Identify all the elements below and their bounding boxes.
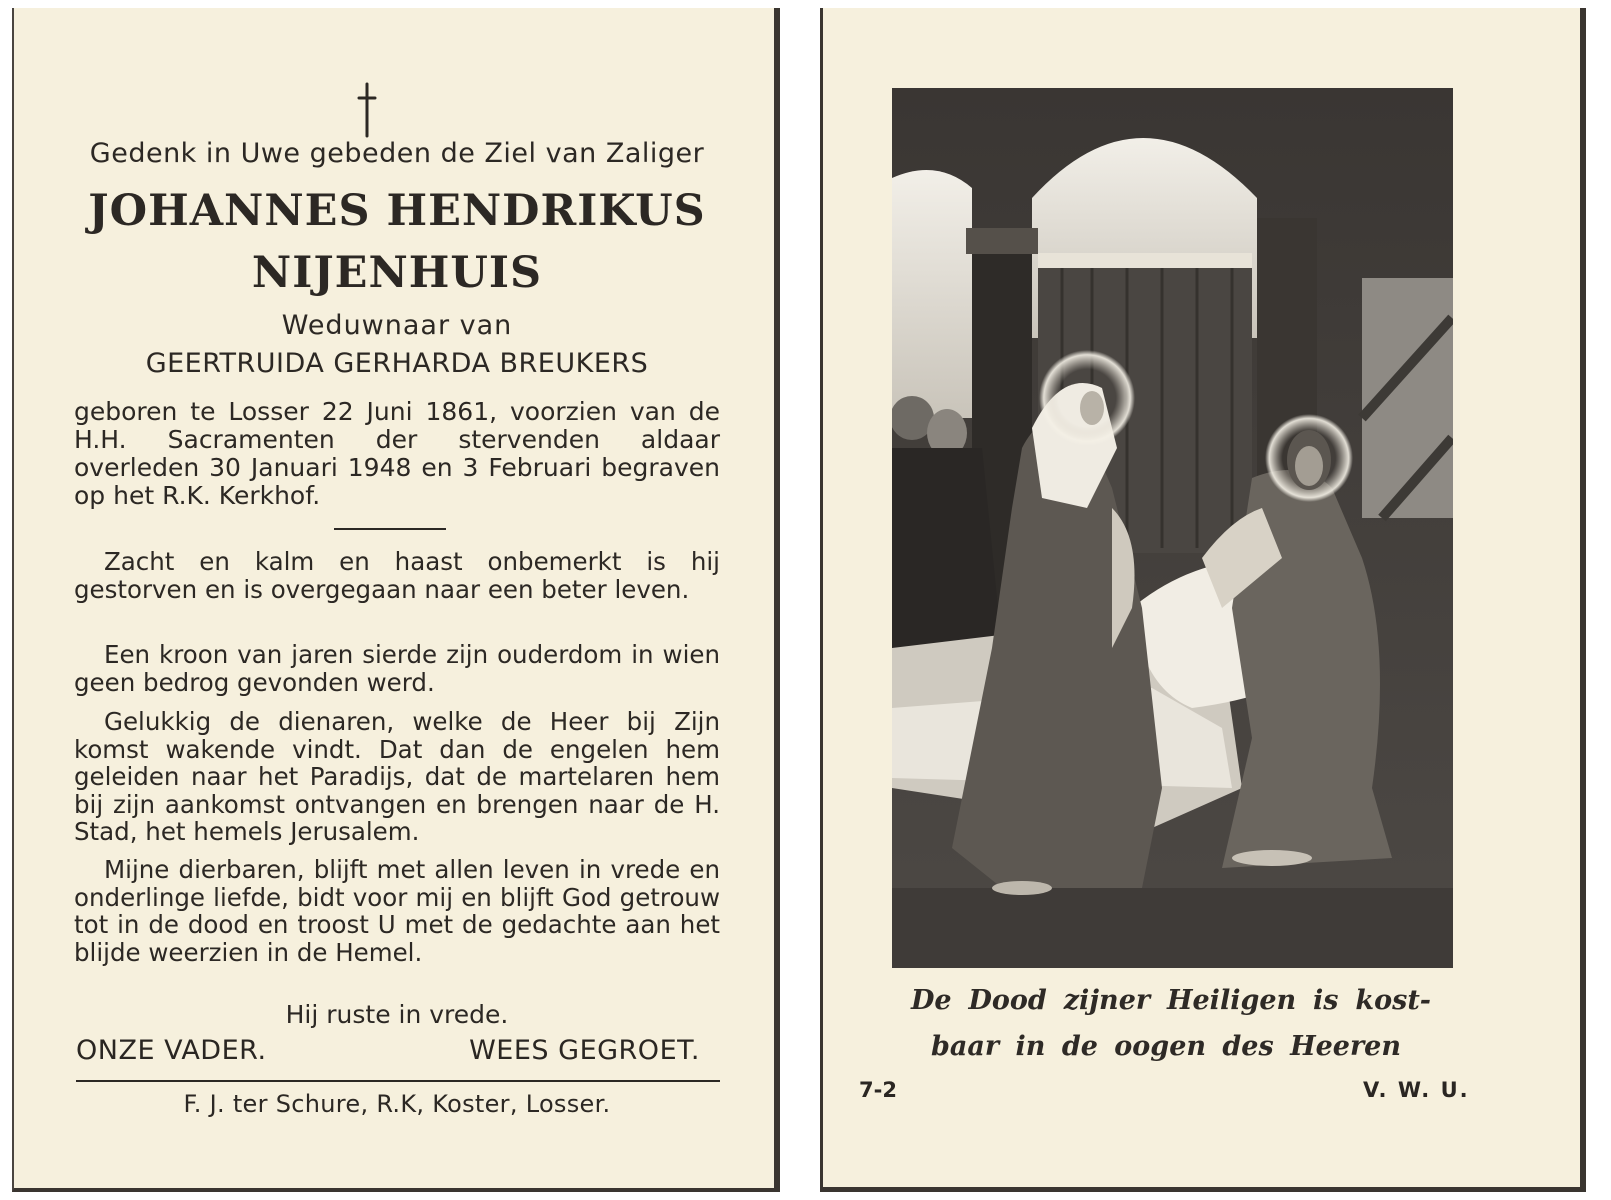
- divider-short: [334, 528, 446, 530]
- memorial-card-image-side: [820, 8, 1586, 1192]
- publisher-code: V. W. U.: [1363, 1078, 1470, 1102]
- deceased-name-line2: NIJENHUIS: [251, 248, 543, 298]
- paragraph-4: Mijne dierbaren, blijft met allen leven in vrede en onderlinge liefde, bidt voor mij en blijft God getrouw tot in de dood en troost U met de gedachte aan het blijde weerzien in de Hemel.: [74, 855, 720, 967]
- caption-line-2: baar in de oogen des Heeren: [931, 1031, 1401, 1062]
- divider-long: [76, 1080, 720, 1082]
- spouse-name: GEERTRUIDA GERHARDA BREUKERS: [145, 348, 649, 379]
- religious-painting: [892, 88, 1453, 968]
- printer-credit: F. J. ter Schure, R.K, Koster, Losser.: [183, 1090, 611, 1118]
- memorial-card-text-side: [12, 8, 780, 1192]
- closing-blessing: Hij ruste in vrede.: [285, 1000, 509, 1029]
- prayer-our-father: ONZE VADER.: [76, 1035, 267, 1066]
- intro-text: Gedenk in Uwe gebeden de Ziel van Zaliger: [89, 138, 705, 169]
- paragraph-1: Zacht en kalm en haast onbemerkt is hij gestorven en is overgegaan naar een beter leven.: [74, 547, 720, 604]
- biography-text: geboren te Losser 22 Juni 1861, voorzien van de H.H. Sacramenten der stervenden aldaar overleden 30 Januari 1948 en 3 Februari begraven op het R.K. Kerkhof.: [74, 397, 720, 510]
- deceased-name-line1: JOHANNES HENDRIKUS: [88, 186, 706, 236]
- paragraph-3: Gelukkig de dienaren, welke de Heer bij Zijn komst wakende vindt. Dat dan de engelen hem geleiden naar het Paradijs, dat de martelaren hem bij zijn aankomst ontvangen en brengen naar de H. Stad, het hemels Jerusalem.: [74, 707, 720, 846]
- print-code-left: 7-2: [859, 1078, 897, 1102]
- prayer-hail-mary: WEES GEGROET.: [469, 1035, 700, 1066]
- caption-line-1: De Dood zijner Heiligen is kost-: [911, 985, 1431, 1016]
- cross-icon: [356, 82, 378, 138]
- painting-caption: [911, 978, 1431, 1070]
- widower-label: Weduwnaar van: [281, 310, 513, 341]
- paragraph-2: Een kroon van jaren sierde zijn ouderdom in wien geen bedrog gevonden werd.: [74, 640, 720, 697]
